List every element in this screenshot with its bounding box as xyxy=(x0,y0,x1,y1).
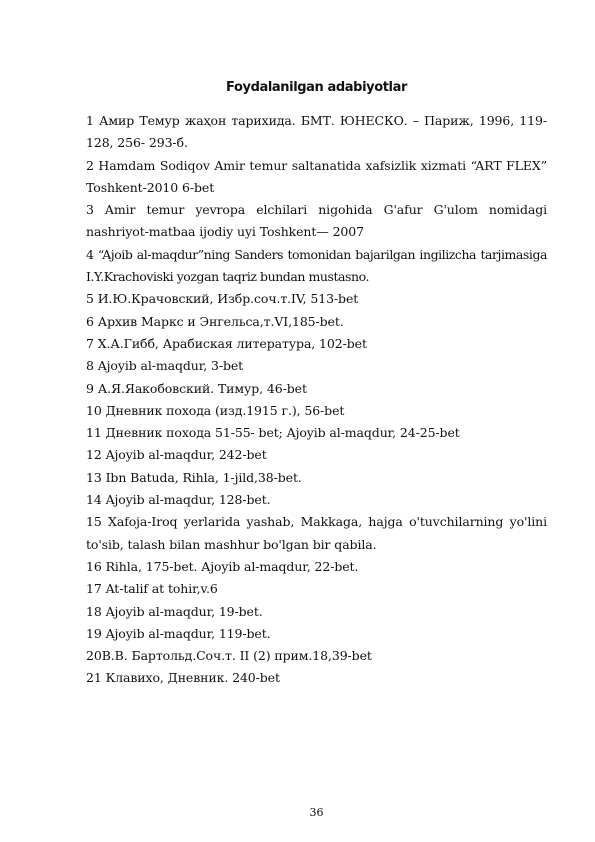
reference-item: 21 Клавихо, Дневник. 240-bet xyxy=(86,670,280,686)
reference-item: 12 Ajoyib al-maqdur, 242-bet xyxy=(86,447,267,463)
reference-list xyxy=(86,110,547,690)
reference-item: 18 Ajoyib al-maqdur, 19-bet. xyxy=(86,603,263,619)
reference-item: 16 Rihla, 175-bet. Ajoyib al-maqdur, 22-bet. xyxy=(86,558,359,574)
page-title: Foydalanilgan adabiyotlar xyxy=(226,80,407,95)
reference-item: 5 И.Ю.Крачовский, Избр.соч.т.IV, 513-bet xyxy=(86,291,359,307)
reference-item: 14 Ajoyib al-maqdur, 128-bet. xyxy=(86,492,271,508)
reference-item: 2 Hamdam Sodiqov Amir temur saltanatida xafsizlik xizmati “ART FLEX” Toshkent-2010 6-bet xyxy=(86,157,547,195)
reference-item: 19 Ajoyib al-maqdur, 119-bet. xyxy=(86,625,271,641)
reference-item: 15 Xafoja-Iroq yerlarida yashab, Makkaga, hajga o'tuvchilarning yo'lini to'sib, talash bilan mashhur bo'lgan bir qabila. xyxy=(86,514,547,552)
reference-item: 10 Дневник похода (изд.1915 г.), 56-bet xyxy=(86,402,345,418)
reference-item: 13 Ibn Batuda, Rihla, 1-jild,38-bet. xyxy=(86,469,302,485)
reference-item: 20В.В. Бартольд.Соч.т. II (2) прим.18,39-bet xyxy=(86,648,372,664)
reference-item: 17 At-talif at tohir,v.6 xyxy=(86,581,218,597)
reference-item: 1 Амир Темур жаҳон тарихида. БМТ. ЮНЕСКО. – Париж, 1996, 119-128, 256- 293-б. xyxy=(86,113,547,151)
reference-item: 8 Ajoyib al-maqdur, 3-bet xyxy=(86,358,244,374)
reference-item: 7 Х.А.Гибб, Арабиская литература, 102-bet xyxy=(86,335,367,351)
reference-item: 3 Amir temur yevropa elchilari nigohida G'afur G'ulom nomidagi nashriyot-matbaa ijodiy uyi Toshkent— 2007 xyxy=(86,202,547,240)
page-number: 36 xyxy=(309,806,324,819)
reference-item: 9 А.Я.Яакобовский. Тимур, 46-bet xyxy=(86,380,307,396)
reference-item: 6 Архив Маркс и Энгельса,т.VI,185-bet. xyxy=(86,313,344,329)
reference-item: 11 Дневник похода 51-55- bet; Ajoyib al-maqdur, 24-25-bet xyxy=(86,425,460,441)
reference-item: 4 “Ajoib al-maqdur”ning Sanders tomonidan bajarilgan ingilizcha tarjimasiga I.Y.Krachoviski yozgan taqriz bundan mustasno. xyxy=(86,246,547,285)
